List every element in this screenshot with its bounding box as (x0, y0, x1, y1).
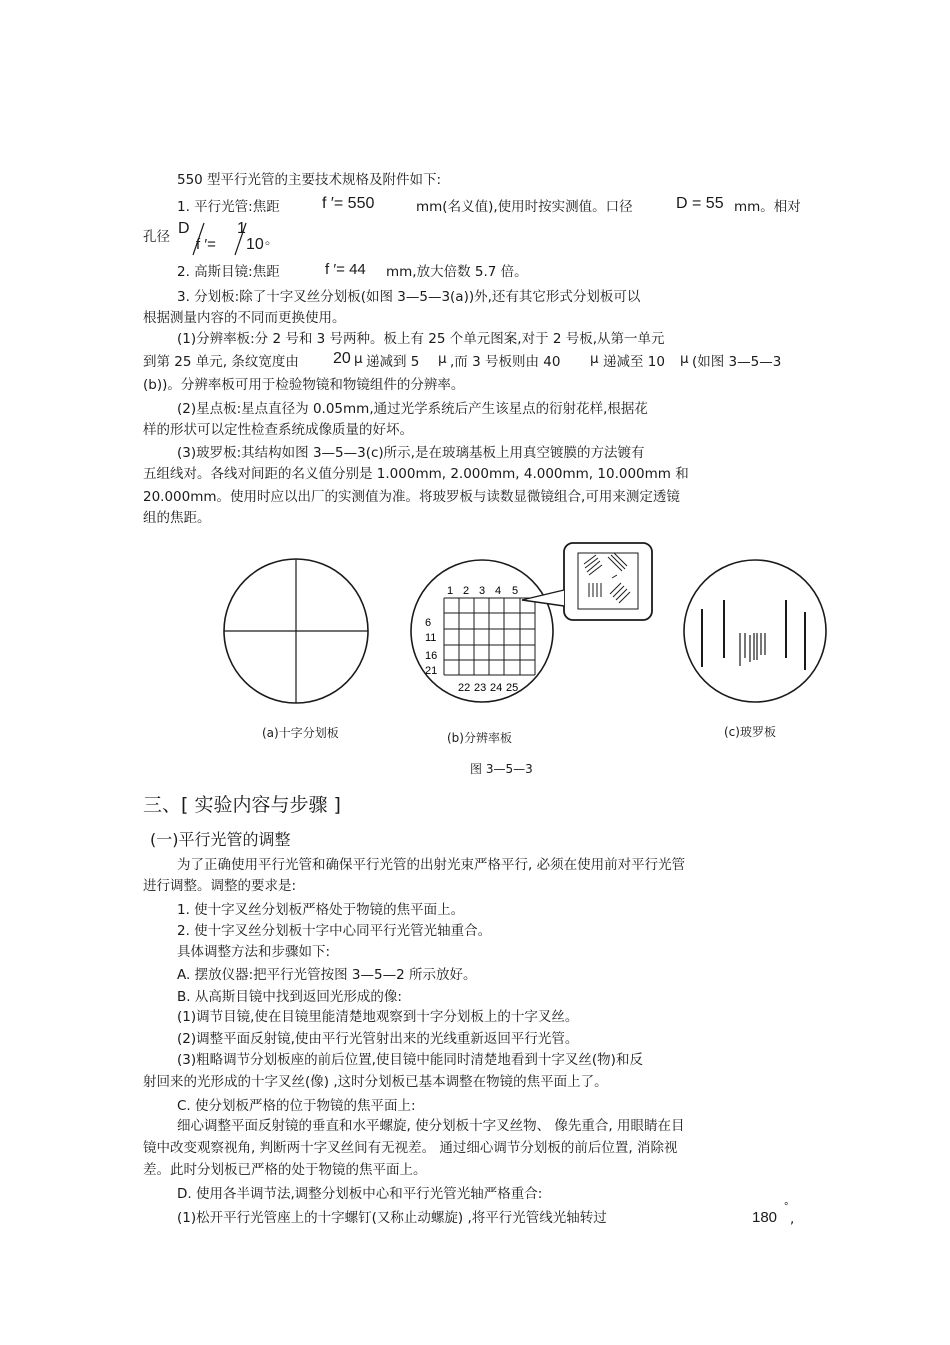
res-plate-line1: (1)分辨率板:分 2 号和 3 号两种。板上有 25 个单元图案,对于 2 号板,从第一单元 (177, 331, 665, 347)
step-b1: (1)调节目镜,使在目镜里能清楚地观察到十字分划板上的十字叉丝。 (177, 1009, 579, 1025)
item1-end: 。 (265, 232, 279, 248)
res-plate-20: 20 (333, 350, 351, 367)
grid-left-label: 11 (425, 632, 437, 644)
degree-symbol: ° (784, 1201, 789, 1213)
grid-left-label: 16 (425, 650, 438, 662)
grid-top-label: 4 (495, 585, 502, 597)
star-plate-line1: (2)星点板:星点直径为 0.05mm,通过光学系统后产生该星点的衍射花样,根据花 (177, 401, 648, 417)
mu-symbol: μ (354, 351, 363, 367)
item2-focal-length: f ′= 44 (325, 261, 366, 278)
grid-top-label: 1 (447, 585, 454, 597)
subsection-heading: (一)平行光管的调整 (150, 830, 291, 849)
step-b: B. 从高斯目镜中找到返回光形成的像: (177, 989, 402, 1005)
item1-line2-prefix: 孔径 (143, 229, 170, 245)
res-plate-line2c: ,而 3 号板则由 40 (450, 354, 561, 370)
item1-aperture: D = 55 (676, 195, 724, 212)
item1-unit2: mm。相对 (734, 199, 801, 215)
figure-3-5-3 (0, 530, 950, 730)
fraction-f: f ′= (196, 236, 216, 253)
step-c-line2: 镜中改变观察视角, 判断两十字叉丝间有无视差。 通过细心调节分划板的前后位置, 消除视 (143, 1140, 678, 1156)
step-c: C. 使分划板严格的位于物镜的焦平面上: (177, 1098, 416, 1114)
item3-line2: 根据测量内容的不同而更换使用。 (143, 310, 346, 326)
item1-prefix: 1. 平行光管:焦距 (177, 199, 280, 215)
resolution-plate-circle (411, 560, 553, 702)
item2-rest: mm,放大倍数 5.7 倍。 (386, 264, 528, 280)
mu-symbol: μ (438, 351, 447, 367)
grid-top-label: 5 (512, 585, 519, 597)
mu-symbol: μ (590, 351, 599, 367)
porro-plate-line1: (3)玻罗板:其结构如图 3—5—3(c)所示,是在玻璃基板上用真空镀膜的方法镀有 (177, 445, 645, 461)
grid-left-label: 6 (425, 617, 432, 629)
step-c-line3: 差。此时分划板已严格的处于物镜的焦平面上。 (143, 1162, 427, 1178)
grid-bottom-label: 24 (490, 682, 503, 694)
intro-text: 550 型平行光管的主要技术规格及附件如下: (177, 172, 442, 188)
res-plate-line2d: 递减至 10 (603, 354, 665, 370)
step-b3-line1: (3)粗略调节分划板座的前后位置,使目镜中能同时清楚地看到十字叉丝(物)和反 (177, 1052, 643, 1068)
rotation-angle: 180 (752, 1209, 778, 1226)
step-b2: (2)调整平面反射镜,使由平行光管射出来的光线重新返回平行光管。 (177, 1031, 579, 1047)
fraction-ten: 10 (246, 236, 264, 253)
figure-title: 图 3—5—3 (470, 762, 533, 776)
res-plate-line2e: (如图 3—5—3 (692, 354, 782, 370)
step-d1: (1)松开平行光管座上的十字螺钉(又称止动螺旋) ,将平行光管线光轴转过 (177, 1210, 607, 1226)
adjust-intro-line2: 进行调整。调整的要求是: (143, 878, 297, 894)
step-d1-end: , (790, 1211, 795, 1227)
methods-heading: 具体调整方法和步骤如下: (177, 944, 331, 960)
fraction-one: 1 (237, 220, 246, 237)
grid-bottom-label: 22 (458, 682, 471, 694)
res-plate-line3: (b))。分辨率板可用于检验物镜和物镜组件的分辨率。 (143, 377, 465, 393)
grid-bottom-label: 23 (474, 682, 487, 694)
step-b3-line2: 射回来的光形成的十字叉丝(像) ,这时分划板已基本调整在物镜的焦平面上了。 (143, 1074, 608, 1090)
figure-caption-a: (a)十字分划板 (262, 726, 339, 740)
grid-top-label: 2 (463, 585, 470, 597)
porro-plate-line4: 组的焦距。 (143, 510, 211, 526)
step-a: A. 摆放仪器:把平行光管按图 3—5—2 所示放好。 (177, 967, 477, 983)
porro-plate-line2: 五组线对。各线对间距的名义值分别是 1.000mm, 2.000mm, 4.000mm, 10.000mm 和 (143, 466, 689, 482)
star-plate-line2: 样的形状可以定性检查系统成像质量的好坏。 (143, 422, 413, 438)
grid-left-label: 21 (425, 665, 438, 677)
figure-caption-c: (c)玻罗板 (724, 725, 776, 739)
mu-symbol: μ (680, 351, 689, 367)
porro-plate (684, 560, 826, 702)
requirement-1: 1. 使十字叉丝分划板严格处于物镜的焦平面上。 (177, 902, 465, 918)
magnified-callout (564, 543, 652, 620)
resolution-plate (411, 543, 652, 702)
requirement-2: 2. 使十字叉丝分划板十字中心同平行光管光轴重合。 (177, 923, 492, 939)
item3-line1: 3. 分划板:除了十字叉丝分划板(如图 3—5—3(a))外,还有其它形式分划板可以 (177, 289, 641, 305)
res-plate-line2b: 递减到 5 (366, 354, 420, 370)
callout-pointer (522, 590, 564, 606)
figure-caption-b: (b)分辨率板 (447, 731, 512, 745)
porro-plate-line3: 20.000mm。使用时应以出厂的实测值为准。将玻罗板与读数显微镜组合,可用来测定透镜 (143, 489, 680, 505)
step-c-line1: 细心调整平面反射镜的垂直和水平螺旋, 使分划板十字叉丝物、 像先重合, 用眼睛在目 (177, 1118, 685, 1134)
step-d: D. 使用各半调节法,调整分划板中心和平行光管光轴严格重合: (177, 1186, 543, 1202)
grid-top-label: 3 (479, 585, 486, 597)
adjust-intro-line1: 为了正确使用平行光管和确保平行光管的出射光束严格平行, 必须在使用前对平行光管 (177, 857, 686, 873)
resolution-grid (444, 598, 535, 675)
cross-reticle (224, 559, 368, 703)
porro-inner-lines (740, 633, 765, 666)
fraction-d: D (178, 220, 190, 237)
grid-bottom-label: 25 (506, 682, 519, 694)
section-heading: 三、[ 实验内容与步骤 ] (143, 794, 341, 816)
res-plate-line2a: 到第 25 单元, 条纹宽度由 (143, 354, 299, 370)
item1-unit1: mm(名义值),使用时按实测值。口径 (416, 199, 633, 215)
item2-prefix: 2. 高斯目镜:焦距 (177, 264, 280, 280)
item1-focal-length: f ′= 550 (322, 195, 375, 212)
